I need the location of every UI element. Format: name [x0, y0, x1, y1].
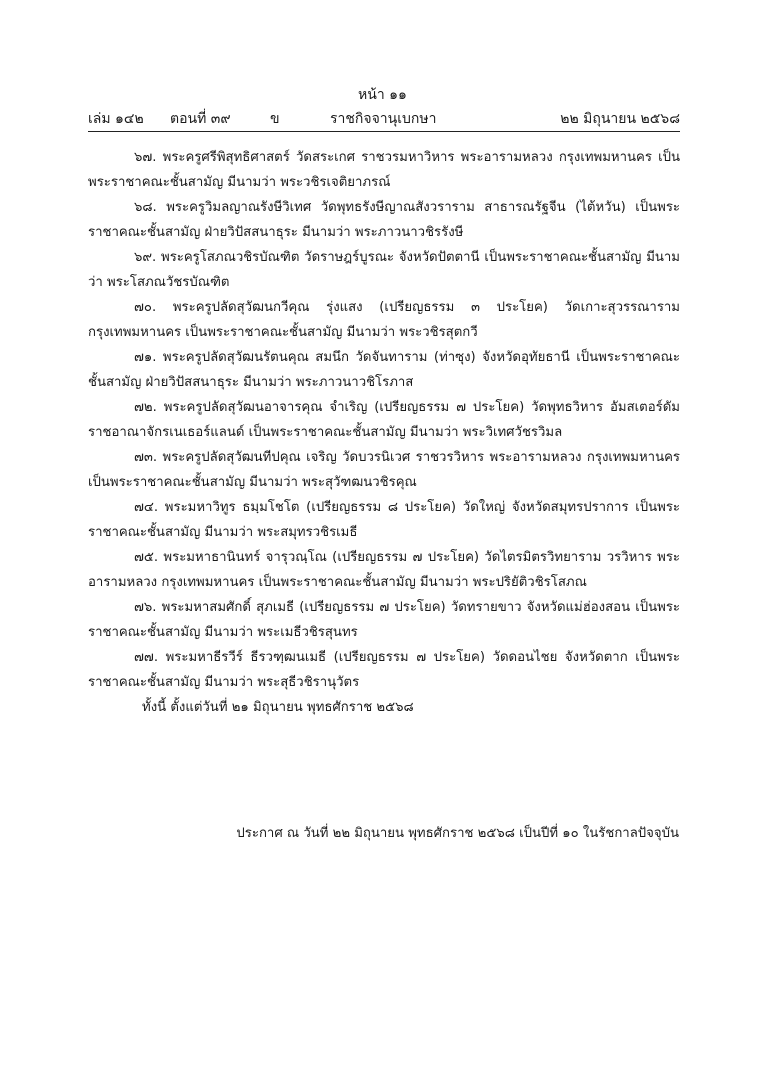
announcement-line: ประกาศ ณ วันที่ ๒๒ มิถุนายน พุทธศักราช ๒๕๖๘ เป็นปีที่ ๑๐ ในรัชกาลปัจจุบัน: [236, 826, 679, 841]
header-rule: [88, 131, 680, 132]
appointment-entry: ๖๗. พระครูศรีพิสุทธิศาสตร์ วัดสระเกศ ราชวรมหาวิหาร พระอารามหลวง กรุงเทพมหานคร เป็นพระราชาคณะชั้นสามัญ มีนามว่า พระวชิรเจติยาภรณ์: [88, 150, 680, 190]
publication-name: ราชกิจจานุเบกษา: [330, 111, 437, 127]
section-label: ข: [270, 111, 280, 127]
volume-label: เล่ม ๑๔๒: [88, 111, 144, 127]
appointment-entry: ๗๑. พระครูปลัดสุวัฒนรัตนคุณ สมนึก วัดจันทาราม (ท่าซุง) จังหวัดอุทัยธานี เป็นพระราชาคณะชั้นสามัญ ฝ่ายวิปัสสนาธุระ มีนามว่า พระภาวนาวชิโรภาส: [88, 350, 680, 390]
appointment-entry: ๖๘. พระครูวิมลญาณรังษีวิเทศ วัดพุทธรังษีญาณสังวราราม สาธารณรัฐจีน (ไต้หวัน) เป็นพระราชาคณะชั้นสามัญ ฝ่ายวิปัสสนาธุระ มีนามว่า พระภาวนาวชิรรังษี: [88, 200, 680, 240]
effective-date: ทั้งนี้ ตั้งแต่วันที่ ๒๑ มิถุนายน พุทธศักราช ๒๕๖๘: [142, 700, 414, 715]
issue-label: ตอนที่ ๓๙: [170, 111, 231, 127]
document-body: [88, 145, 680, 720]
gazette-header: [88, 108, 680, 128]
appointment-entry: ๗๗. พระมหาธีรวีร์ ธีรวฑฺฒนเมธี (เปรียญธรรม ๗ ประโยค) วัดดอนไชย จังหวัดตาก เป็นพระราชาคณะชั้นสามัญ มีนามว่า พระสุธีวชิรานุวัตร: [88, 650, 680, 690]
page-number: หน้า ๑๑: [358, 87, 407, 103]
appointment-entry: ๗๕. พระมหาธานินทร์ จารุวณฺโณ (เปรียญธรรม ๗ ประโยค) วัดไตรมิตรวิทยาราม วรวิหาร พระอารามหลวง กรุงเทพมหานคร เป็นพระราชาคณะชั้นสามัญ มีนามว่า พระปริยัติวชิรโสภณ: [88, 550, 680, 590]
appointment-entry: ๖๙. พระครูโสภณวชิรบัณฑิต วัดราษฎร์บูรณะ จังหวัดปัตตานี เป็นพระราชาคณะชั้นสามัญ มีนามว่า พระโสภณวัชรบัณฑิต: [88, 250, 680, 290]
appointment-entry: ๗๖. พระมหาสมศักดิ์ สุภเมธี (เปรียญธรรม ๗ ประโยค) วัดทรายขาว จังหวัดแม่ฮ่องสอน เป็นพระราชาคณะชั้นสามัญ มีนามว่า พระเมธีวชิรสุนทร: [88, 600, 680, 640]
appointment-entry: ๗๒. พระครูปลัดสุวัฒนอาจารคุณ จำเริญ (เปรียญธรรม ๗ ประโยค) วัดพุทธวิหาร อัมสเตอร์ดัม ราชอาณาจักรเนเธอร์แลนด์ เป็นพระราชาคณะชั้นสามัญ มีนามว่า พระวิเทศวัชรวิมล: [88, 400, 680, 440]
appointment-entry: ๗๔. พระมหาวิทูร ธมฺมโชโต (เปรียญธรรม ๘ ประโยค) วัดใหญ่ จังหวัดสมุทรปราการ เป็นพระราชาคณะชั้นสามัญ มีนามว่า พระสมุทรวชิรเมธี: [88, 500, 680, 540]
appointment-entry: ๗๓. พระครูปลัดสุวัฒนทีปคุณ เจริญ วัดบวรนิเวศ ราชวรวิหาร พระอารามหลวง กรุงเทพมหานคร เป็นพระราชาคณะชั้นสามัญ มีนามว่า พระสุวัฑฒนวชิรคุณ: [88, 450, 680, 490]
issue-date: ๒๒ มิถุนายน ๒๕๖๘: [560, 111, 680, 127]
appointment-entry: ๗๐. พระครูปลัดสุวัฒนกวีคุณ รุ่งแสง (เปรียญธรรม ๓ ประโยค) วัดเกาะสุวรรณาราม กรุงเทพมหานคร เป็นพระราชาคณะชั้นสามัญ มีนามว่า พระวชิรสุตกวี: [88, 300, 680, 340]
